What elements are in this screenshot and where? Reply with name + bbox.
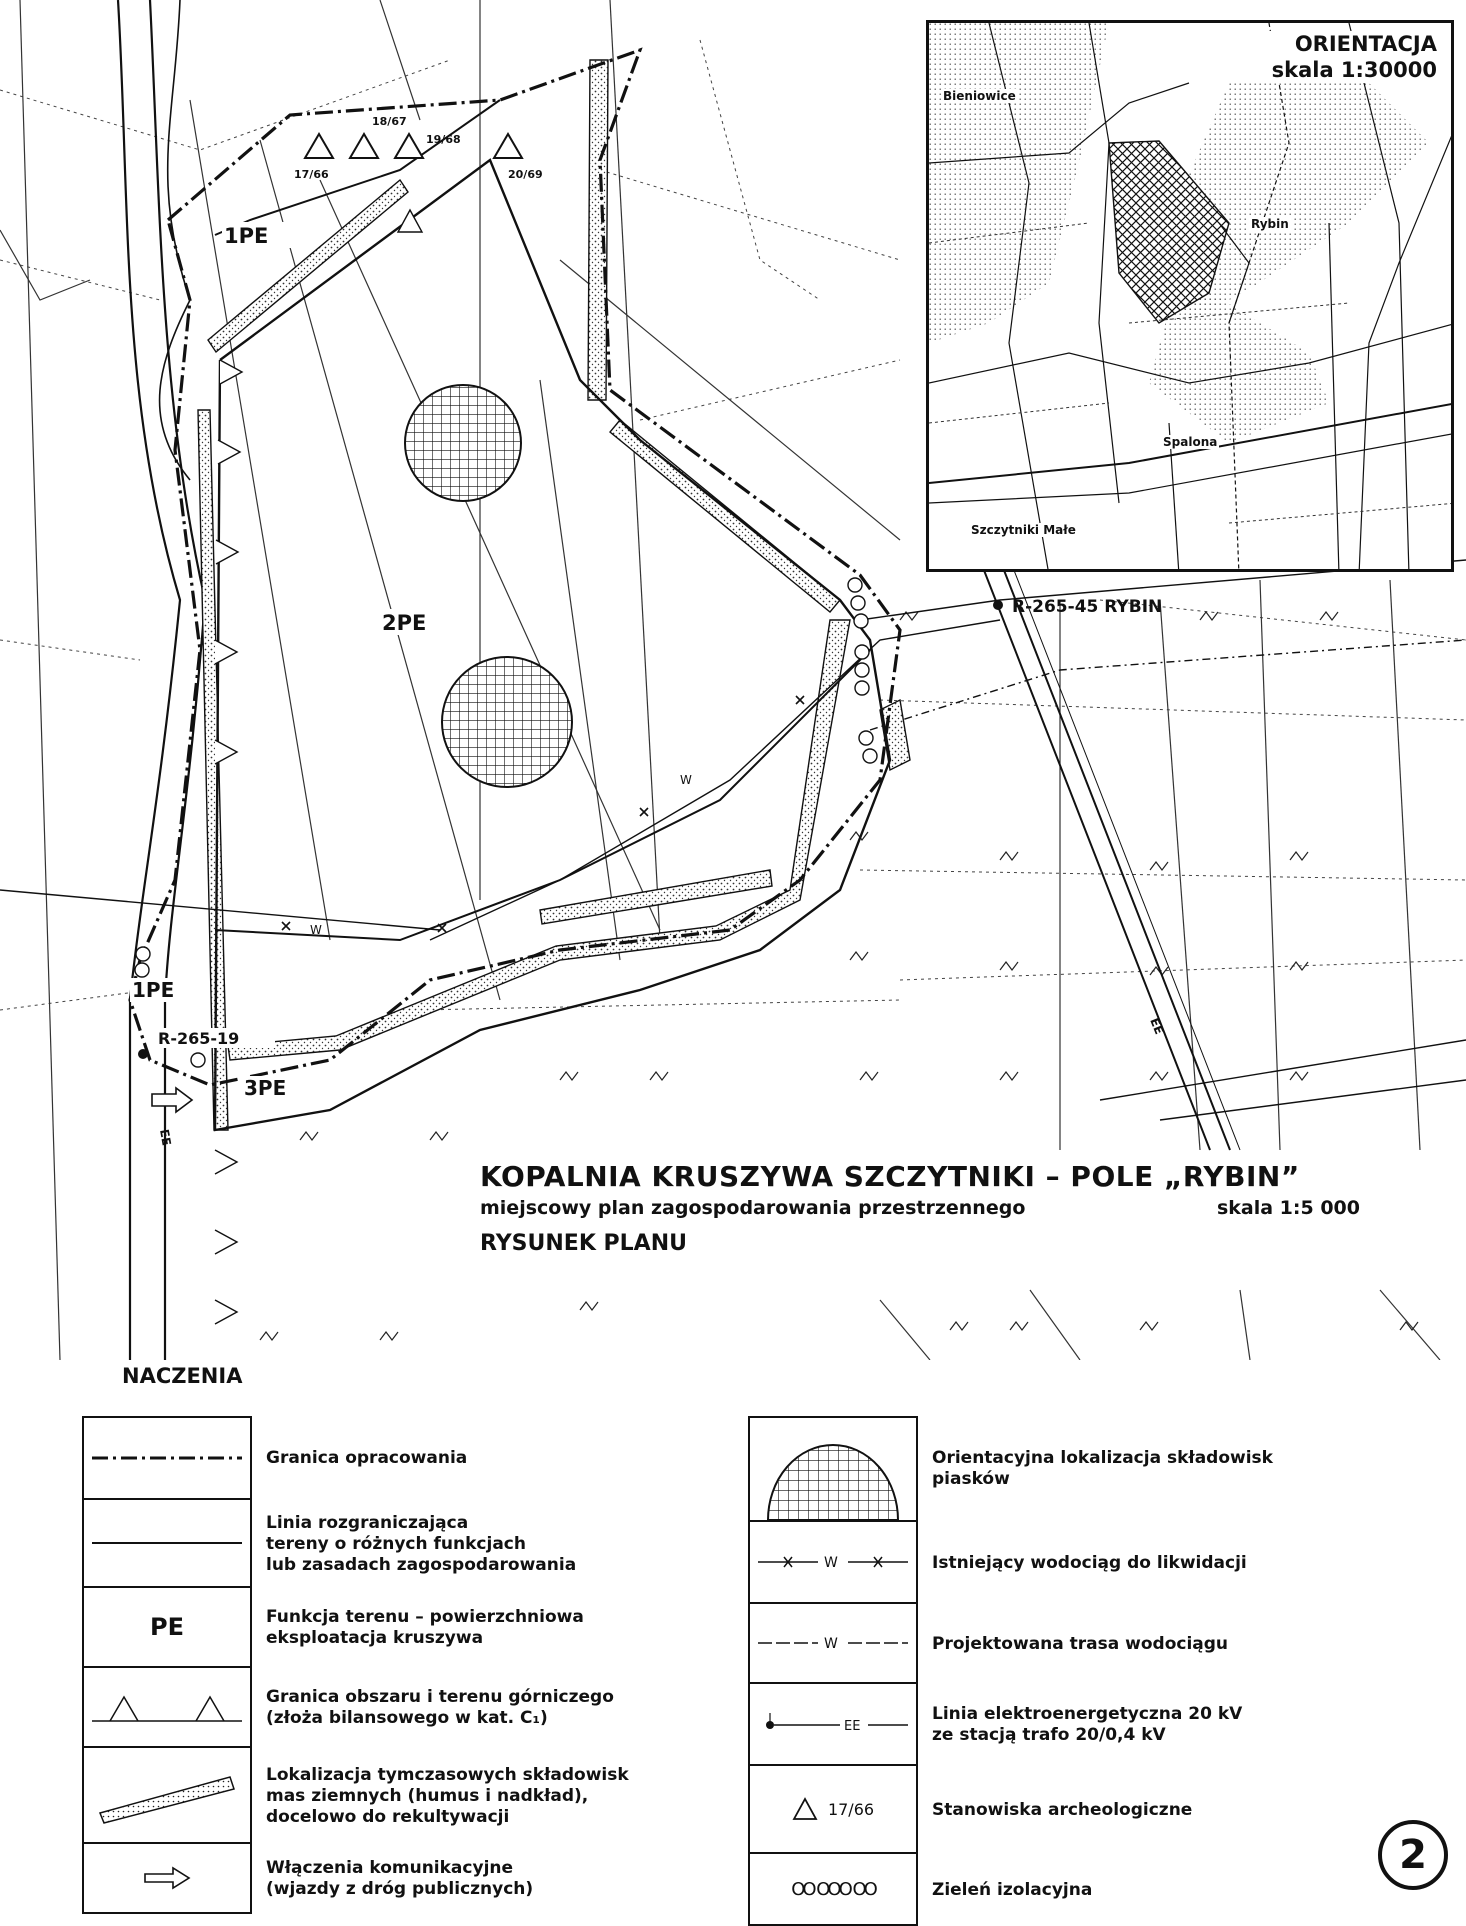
borehole-label: R-265-45 RYBIN — [1012, 597, 1163, 617]
legend-item — [82, 1844, 666, 1914]
legend-symbol-dash-dot — [82, 1416, 252, 1500]
borehole-marker — [993, 600, 1003, 610]
orientation-inset-map — [926, 20, 1454, 572]
legend-label: Granica opracowania — [266, 1447, 468, 1468]
arch-site-label: 19/68 — [426, 133, 461, 146]
archaeological-triangles — [305, 134, 522, 158]
legend-label: Zieleń izolacyjna — [932, 1879, 1093, 1900]
drawing-type: RYSUNEK PLANU — [480, 1231, 687, 1256]
inset-title — [1268, 31, 1441, 83]
legend-item — [748, 1684, 1332, 1766]
legend-symbol-power-line — [748, 1684, 918, 1766]
water-pipe-tag: W — [310, 923, 322, 937]
map-title: KOPALNIA KRUSZYWA SZCZYTNIKI – POLE „RYBIN” — [480, 1160, 1300, 1193]
legend-item — [82, 1588, 666, 1668]
power-line-tag-south: EE — [157, 1128, 174, 1147]
legend-symbol-triangles — [82, 1668, 252, 1748]
mining-area-boundary — [215, 160, 890, 1130]
map-scale: skala 1:5 000 — [1216, 1197, 1360, 1219]
sand-stockpile-circles — [405, 385, 572, 787]
legend-right-column — [748, 1416, 1332, 1926]
legend-symbol-hatched-circle — [748, 1416, 918, 1522]
legend-label: Lokalizacja tymczasowych składowisk mas ziemnych (humus i nadkład), docelowo do rekultywacji — [266, 1764, 629, 1827]
legend-label: Granica obszaru i terenu górniczego (złoża bilansowego w kat. C₁) — [266, 1687, 614, 1728]
legend-item — [748, 1416, 1332, 1522]
legend-symbol-greenery — [748, 1854, 918, 1926]
legend-label: Projektowana trasa wodociągu — [932, 1633, 1229, 1654]
map-subtitle: miejscowy plan zagospodarowania przestrzennego — [480, 1197, 1026, 1219]
stockpile-areas — [198, 60, 910, 1130]
legend-symbol-water-remove — [748, 1522, 918, 1604]
legend-symbol-pe — [82, 1588, 252, 1668]
zone-label: 1PE — [132, 978, 175, 1002]
legend-power-tag: EE — [844, 1719, 861, 1734]
legend-pe-text: PE — [150, 1613, 184, 1641]
power-line-tag: EE — [1147, 1015, 1167, 1037]
legend-item — [748, 1854, 1332, 1926]
legend-label: Włączenia komunikacyjne (wjazdy z dróg publicznych) — [266, 1858, 534, 1899]
legend-label: Istniejący wodociąg do likwidacji — [932, 1552, 1247, 1573]
arch-site-label: 18/67 — [372, 115, 407, 128]
legend-arch-code: 17/66 — [827, 1799, 875, 1819]
isolation-greenery — [135, 578, 877, 1067]
legend-symbol-arrow — [82, 1844, 252, 1914]
legend-item — [82, 1416, 666, 1500]
road-left — [118, 0, 205, 1360]
zone-label: 1PE — [224, 224, 269, 248]
inset-place-label: Rybin — [1251, 217, 1289, 231]
legend-symbol-water-new — [748, 1604, 918, 1684]
legend-label: Orientacyjna lokalizacja składowisk piasków — [932, 1448, 1273, 1489]
legend-item — [748, 1522, 1332, 1604]
legend-label: Funkcja terenu – powierzchniowa eksploatacja kruszywa — [266, 1607, 584, 1648]
legend-item — [748, 1604, 1332, 1684]
mining-boundary-triangles — [215, 210, 422, 1324]
legend-symbol-stockpile — [82, 1748, 252, 1844]
legend-symbol-archaeological — [748, 1766, 918, 1854]
legend-item — [82, 1500, 666, 1588]
legend-item — [82, 1748, 666, 1844]
inset-scale: skala 1:30000 — [1271, 58, 1437, 82]
borehole-label: R-265-19 — [158, 1029, 240, 1048]
zone-label: 3PE — [244, 1076, 287, 1100]
legend-heading: NACZENIA — [122, 1364, 243, 1388]
legend-label: Linia elektroenergetyczna 20 kV ze stacją trafo 20/0,4 kV — [932, 1704, 1243, 1745]
legend-arch-symbol — [792, 1797, 874, 1821]
access-arrow — [152, 1088, 192, 1112]
inset-map-graphic — [929, 23, 1454, 572]
inset-place-label: Spalona — [1163, 435, 1218, 449]
title-block — [480, 1160, 1400, 1256]
inset-place-label: Bieniowice — [943, 89, 1016, 103]
legend-circles-symbol: OO OOO OO — [791, 1878, 875, 1900]
borehole-marker — [138, 1049, 148, 1059]
inset-title-line: ORIENTACJA — [1294, 32, 1437, 56]
arch-site-label: 17/66 — [294, 168, 329, 181]
legend-symbol-solid-line — [82, 1500, 252, 1588]
railway-right — [980, 560, 1240, 1150]
legend-item — [82, 1668, 666, 1748]
inset-place-label: Szczytniki Małe — [971, 523, 1076, 537]
arch-site-label: 20/69 — [508, 168, 543, 181]
sheet-number-badge: 2 — [1378, 1820, 1448, 1890]
legend-left-column — [82, 1416, 666, 1914]
water-pipe-tag: W — [680, 773, 692, 787]
zone-label: 2PE — [382, 611, 427, 635]
legend-label: Linia rozgraniczająca tereny o różnych funkcjach lub zasadach zagospodarowania — [266, 1512, 577, 1575]
legend-label: Stanowiska archeologiczne — [932, 1799, 1193, 1820]
legend-water-tag: W — [824, 1555, 838, 1571]
legend-item — [748, 1766, 1332, 1854]
legend-water-tag: W — [824, 1636, 838, 1652]
